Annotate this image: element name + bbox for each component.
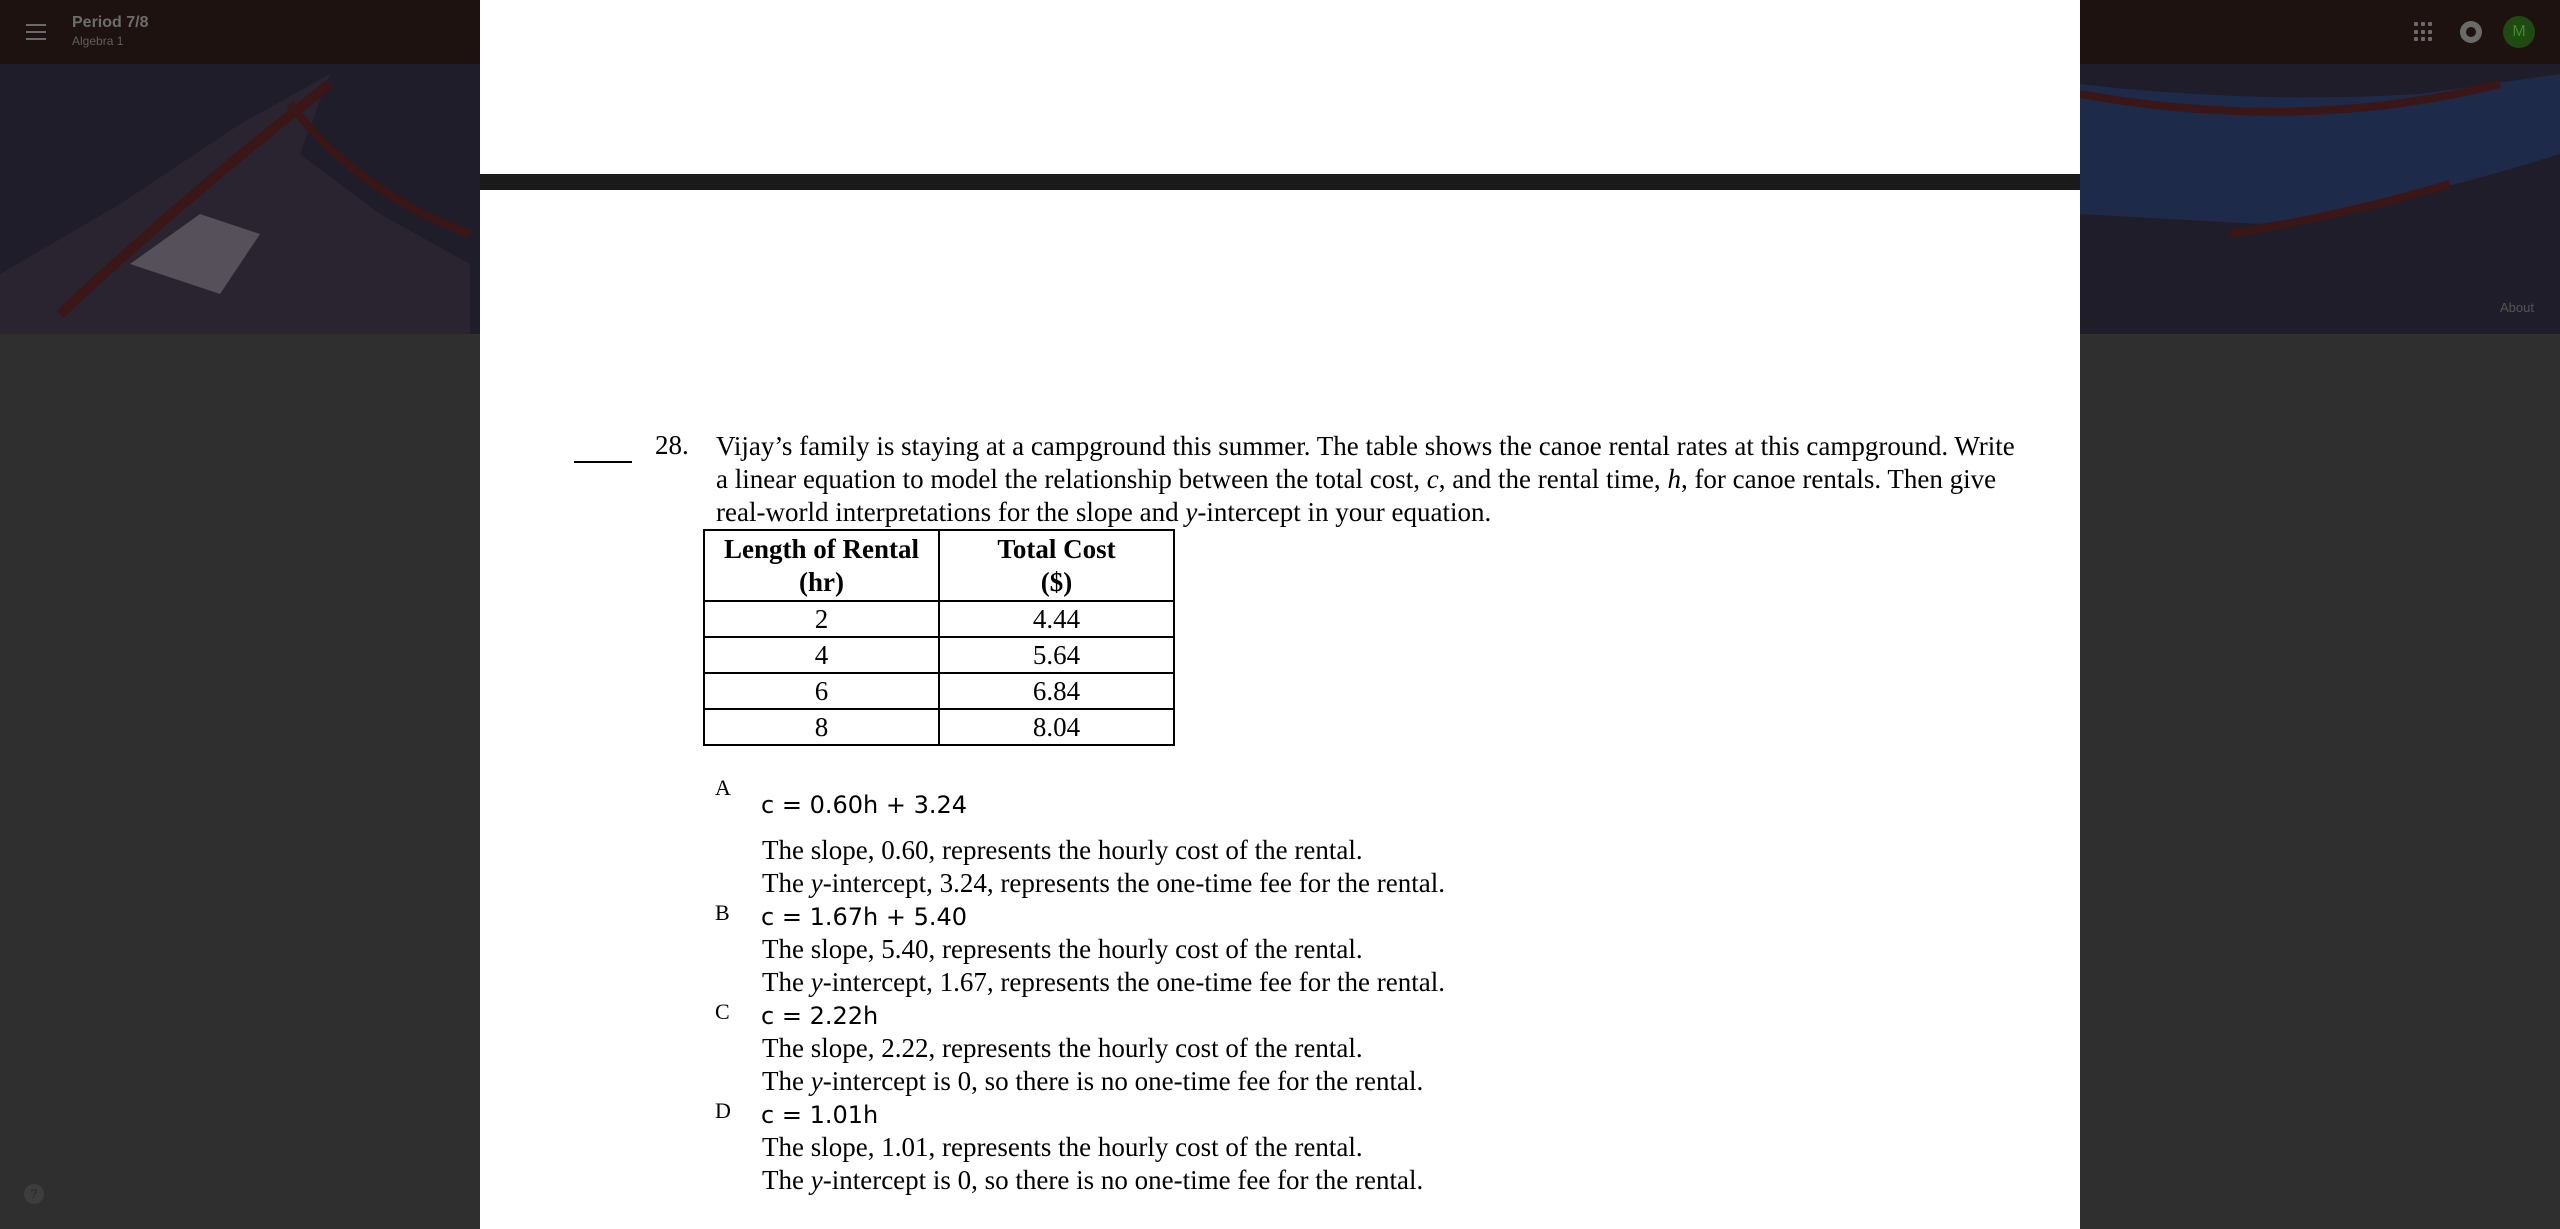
option-c-equation: c = 2.22h: [761, 1002, 879, 1030]
question-text-part: -intercept in your equation.: [1197, 497, 1492, 527]
question-number: 28.: [655, 430, 689, 460]
table-row: [704, 601, 1174, 637]
help-icon[interactable]: ?: [24, 1184, 44, 1204]
answer-blank: [574, 461, 632, 463]
table-row: [704, 709, 1174, 745]
option-c-letter: C: [715, 999, 730, 1024]
account-circle-icon[interactable]: [2460, 21, 2482, 43]
option-d-letter: D: [715, 1098, 731, 1123]
option-a-letter: A: [715, 775, 731, 800]
option-d-equation: c = 1.01h: [761, 1101, 879, 1129]
table-cell: 5.64: [939, 637, 1174, 673]
table-cell: 2: [704, 601, 939, 637]
table-cell: 8.04: [939, 709, 1174, 745]
table-row: [704, 637, 1174, 673]
option-b-slope: The slope, 5.40, represents the hourly cost of the rental.: [762, 934, 1363, 964]
option-a-intercept: The y-intercept, 3.24, represents the one-time fee for the rental.: [762, 868, 1445, 898]
option-a-equation: c = 0.60h + 3.24: [761, 791, 968, 819]
option-b-equation: c = 1.67h + 5.40: [761, 903, 968, 931]
option-d-intercept: The y-intercept is 0, so there is no one-time fee for the rental.: [762, 1165, 1424, 1195]
apps-grid-icon[interactable]: [2414, 22, 2434, 42]
table-cell: 6: [704, 673, 939, 709]
table-cell: 4: [704, 637, 939, 673]
option-b-intercept: The y-intercept, 1.67, represents the one-time fee for the rental.: [762, 967, 1445, 997]
about-link[interactable]: About: [2500, 300, 2534, 315]
table-cell: 6.84: [939, 673, 1174, 709]
table-cell: 4.44: [939, 601, 1174, 637]
question-text-part: , and the rental time,: [1438, 464, 1668, 494]
question-text-part: Vijay’s family is staying at a campground this summer. The table shows the canoe rental rates at this campground. Write a linear equation to model the relationship between the total cost,: [716, 431, 2015, 494]
document-page: [480, 190, 2080, 1229]
option-d-slope: The slope, 1.01, represents the hourly cost of the rental.: [762, 1132, 1363, 1162]
rental-rates-table: [703, 529, 1175, 746]
avatar[interactable]: M: [2503, 16, 2535, 48]
page-separator: [480, 174, 2080, 190]
table-header-length: Length of Rental (hr): [704, 530, 939, 601]
variable-c: c: [1426, 464, 1439, 494]
class-title[interactable]: Period 7/8: [72, 14, 149, 31]
table-header-cost: Total Cost ($): [939, 530, 1174, 601]
question-text: [716, 430, 2016, 529]
class-subtitle: Algebra 1: [72, 34, 124, 48]
table-header-row: [704, 530, 1174, 601]
variable-h: h: [1667, 464, 1681, 494]
table-cell: 8: [704, 709, 939, 745]
variable-y: y: [1185, 497, 1198, 527]
question-text-part: , for canoe rentals. Then give real-world interpretations for the slope and: [716, 464, 1997, 527]
menu-icon[interactable]: [26, 24, 46, 40]
option-a-slope: The slope, 0.60, represents the hourly cost of the rental.: [762, 835, 1363, 865]
table-row: [704, 673, 1174, 709]
option-c-intercept: The y-intercept is 0, so there is no one-time fee for the rental.: [762, 1066, 1424, 1096]
option-b-letter: B: [715, 900, 730, 925]
option-c-slope: The slope, 2.22, represents the hourly cost of the rental.: [762, 1033, 1363, 1063]
previous-page: [480, 0, 2080, 174]
